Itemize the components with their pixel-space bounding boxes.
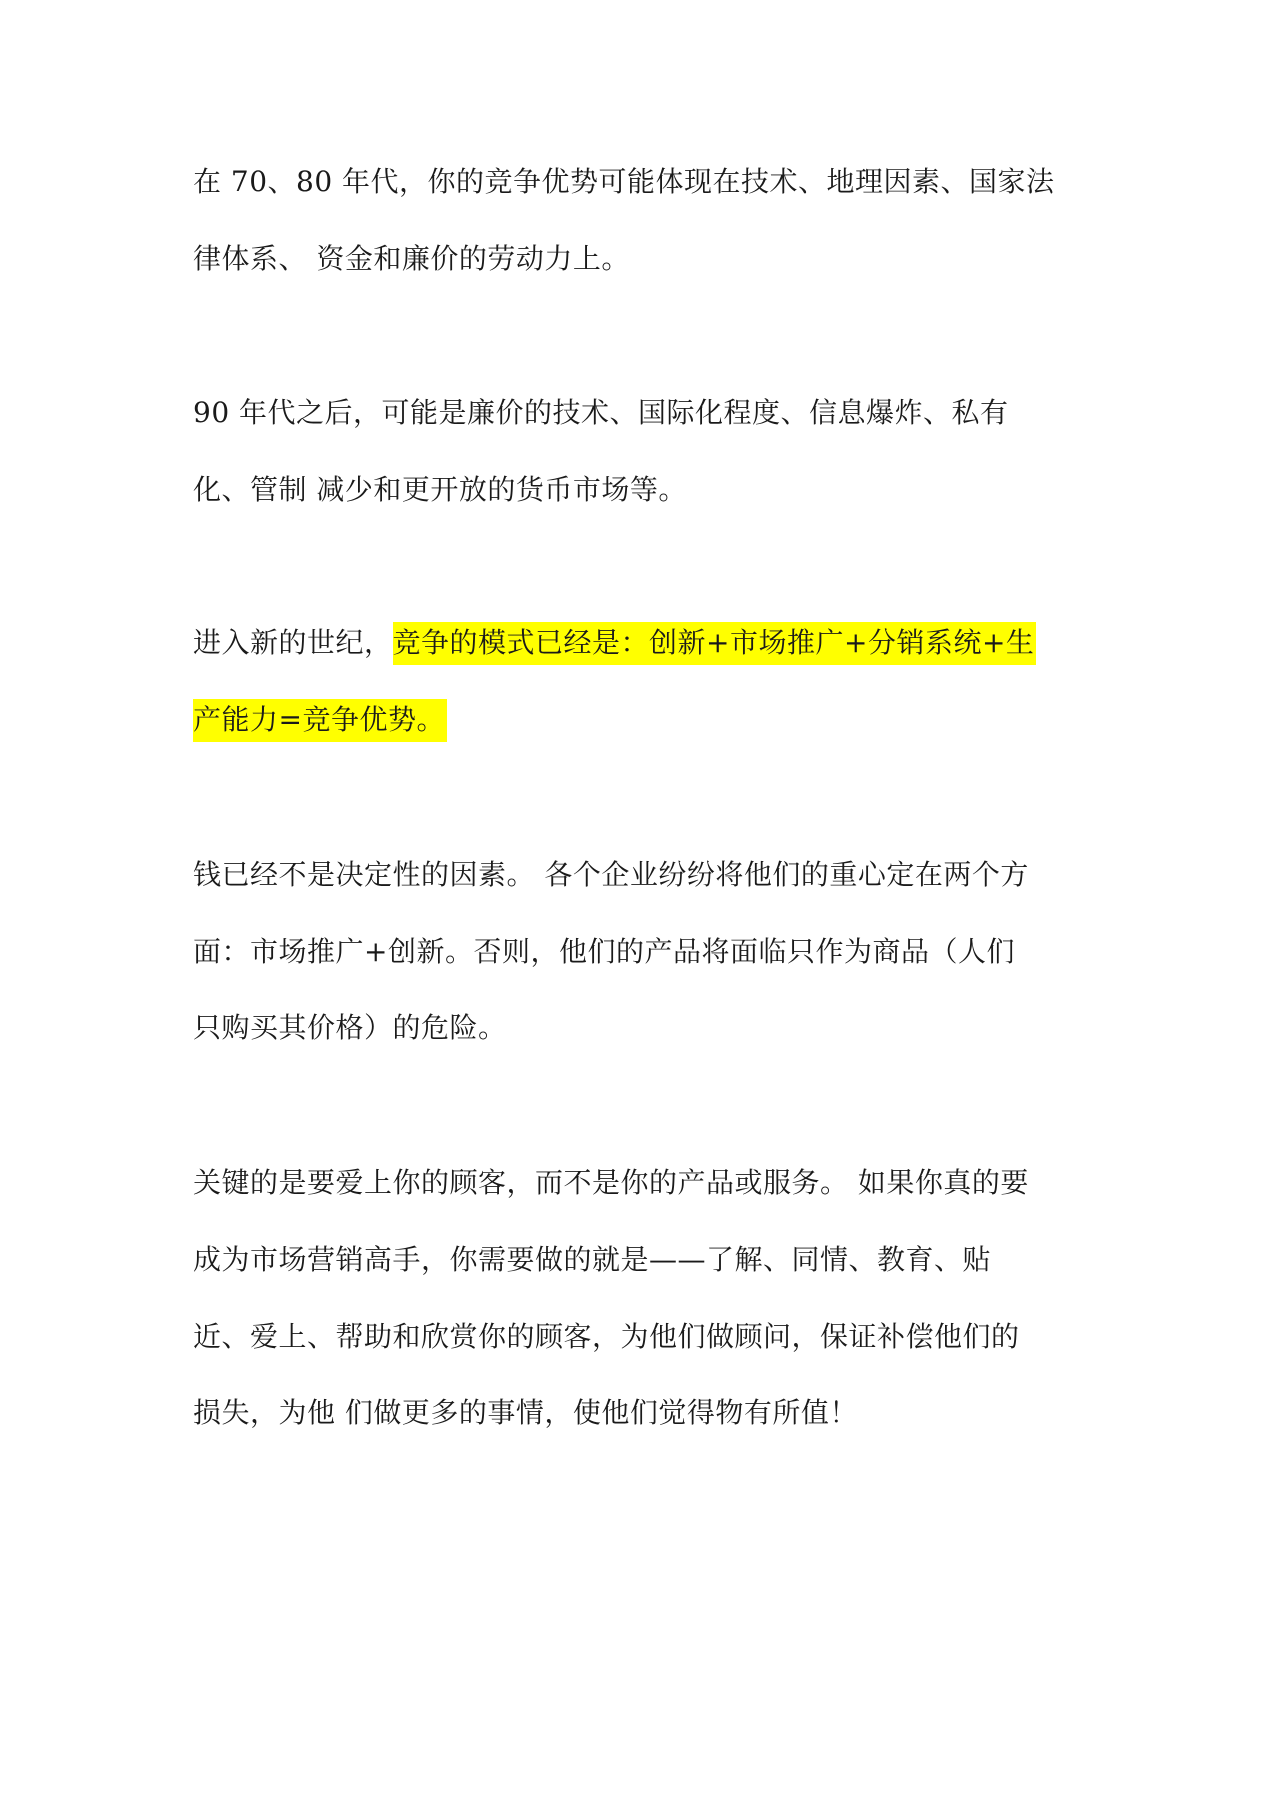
paragraph-3-line-1	[193, 623, 1036, 663]
paragraph-4-line-1: 钱已经不是决定性的因素。 各个企业纷纷将他们的重心定在两个方	[193, 858, 1029, 891]
paragraph-5-line-3: 近、爱上、帮助和欣赏你的顾客，为他们做顾问，保证补偿他们的	[193, 1320, 1020, 1353]
paragraph-1-line-1: 在 70、80 年代，你的竞争优势可能体现在技术、地理因素、国家法	[193, 165, 1055, 198]
paragraph-5-line-4: 损失，为他 们做更多的事情，使他们觉得物有所值！	[193, 1396, 858, 1429]
highlighted-text: 产能力=竞争优势。	[193, 699, 447, 742]
paragraph-3-line-2	[193, 700, 447, 740]
highlighted-text: 竞争的模式已经是：创新+市场推广+分销系统+生	[393, 622, 1037, 665]
paragraph-2-line-2: 化、管制 减少和更开放的货币市场等。	[193, 473, 687, 506]
paragraph-4-line-2: 面：市场推广+创新。否则，他们的产品将面临只作为商品（人们	[193, 935, 1015, 968]
paragraph-4-line-3: 只购买其价格）的危险。	[193, 1011, 507, 1044]
paragraph-5-line-2: 成为市场营销高手，你需要做的就是——了解、同情、教育、贴	[193, 1243, 992, 1276]
paragraph-2-line-1: 90 年代之后，可能是廉价的技术、国际化程度、信息爆炸、私有	[193, 396, 1009, 429]
paragraph-5-line-1: 关键的是要爱上你的顾客，而不是你的产品或服务。 如果你真的要	[193, 1166, 1029, 1199]
paragraph-1-line-2: 律体系、 资金和廉价的劳动力上。	[193, 242, 630, 275]
paragraph-3-plain-text: 进入新的世纪，	[193, 626, 393, 659]
